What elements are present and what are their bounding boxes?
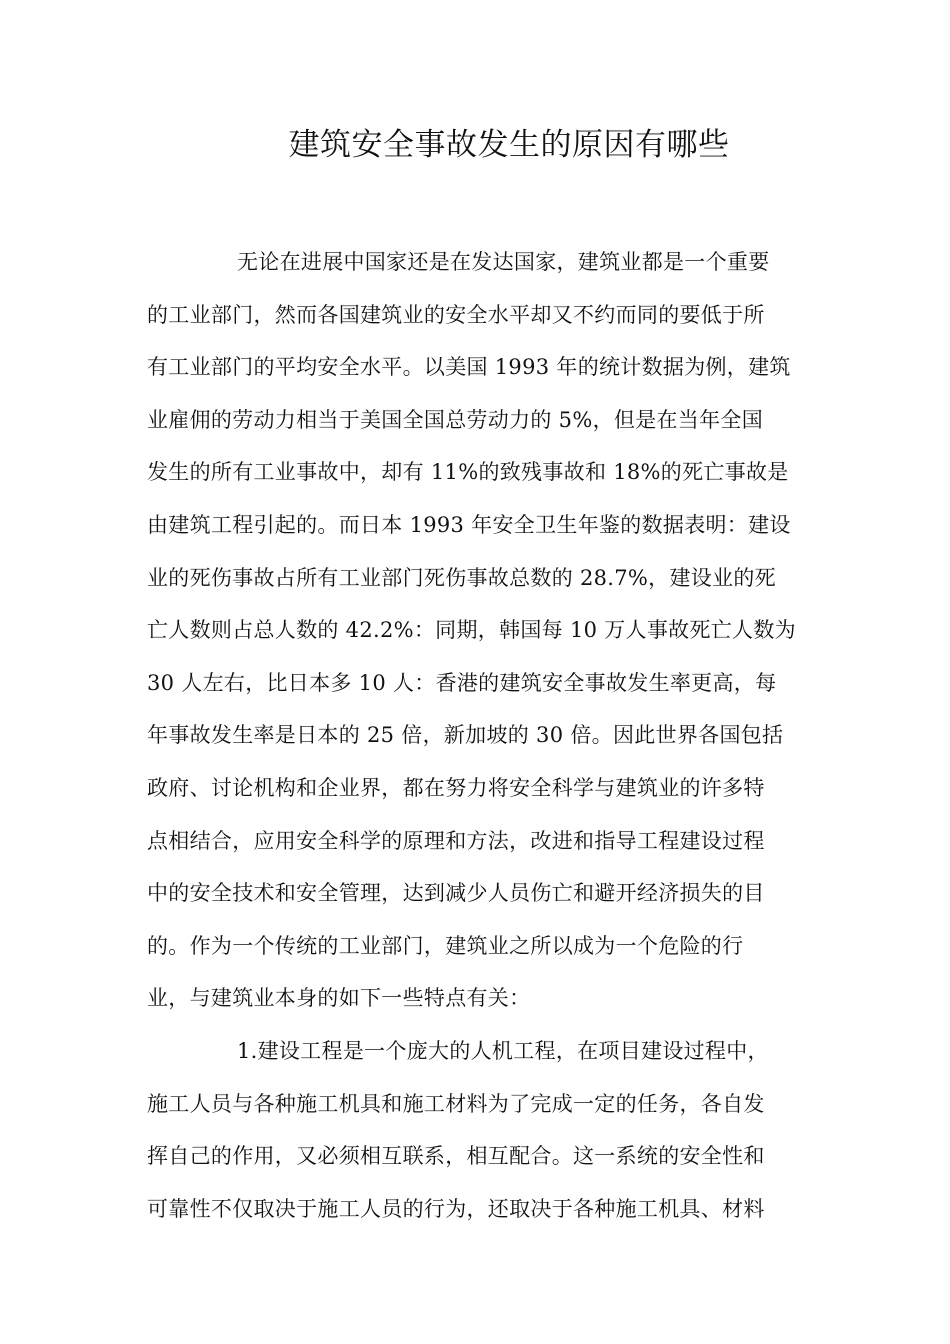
text-line: 中的安全技术和安全管理，达到减少人员伤亡和避开经济损失的目 bbox=[147, 881, 765, 906]
text-line: 30 人左右，比日本多 10 人：香港的建筑安全事故发生率更高，每 bbox=[147, 670, 777, 695]
text-line: 由建筑工程引起的。而日本 1993 年安全卫生年鉴的数据表明：建设 bbox=[147, 512, 791, 537]
text-line: 无论在进展中国家还是在发达国家，建筑业都是一个重要 bbox=[237, 250, 770, 274]
text-line: 可靠性不仅取决于施工人员的行为，还取决于各种施工机具、材料 bbox=[147, 1196, 765, 1221]
text-line: 的工业部门，然而各国建筑业的安全水平却又不约而同的要低于所 bbox=[147, 302, 765, 327]
document-body bbox=[147, 236, 807, 1235]
text-line: 点相结合，应用安全科学的原理和方法，改进和指导工程建设过程 bbox=[147, 828, 765, 853]
text-line: 政府、讨论机构和企业界，都在努力将安全科学与建筑业的许多特 bbox=[147, 775, 765, 800]
text-line: 年事故发生率是日本的 25 倍，新加坡的 30 倍。因此世界各国包括 bbox=[147, 723, 784, 748]
text-line: 施工人员与各种施工机具和施工材料为了完成一定的任务，各自发 bbox=[147, 1091, 765, 1116]
text-line: 1.建设工程是一个庞大的人机工程，在项目建设过程中， bbox=[237, 1038, 769, 1063]
text-line: 业雇佣的劳动力相当于美国全国总劳动力的 5%，但是在当年全国 bbox=[147, 407, 763, 432]
text-line: 的。作为一个传统的工业部门，建筑业之所以成为一个危险的行 bbox=[147, 933, 744, 958]
paragraph-2 bbox=[147, 1025, 807, 1235]
paragraph-1 bbox=[147, 236, 807, 1025]
text-line: 业的死伤事故占所有工业部门死伤事故总数的 28.7%，建设业的死 bbox=[147, 565, 776, 590]
text-line: 有工业部门的平均安全水平。以美国 1993 年的统计数据为例，建筑 bbox=[147, 355, 791, 380]
document-title: 建筑安全事故发生的原因有哪些 bbox=[288, 127, 730, 163]
text-line: 发生的所有工业事故中，却有 11%的致残事故和 18%的死亡事故是 bbox=[147, 460, 789, 485]
text-line: 亡人数则占总人数的 42.2%：同期，韩国每 10 万人事故死亡人数为 bbox=[147, 618, 796, 643]
text-line: 业，与建筑业本身的如下一些特点有关： bbox=[147, 986, 531, 1011]
text-line: 挥自己的作用，又必须相互联系，相互配合。这一系统的安全性和 bbox=[147, 1144, 765, 1169]
